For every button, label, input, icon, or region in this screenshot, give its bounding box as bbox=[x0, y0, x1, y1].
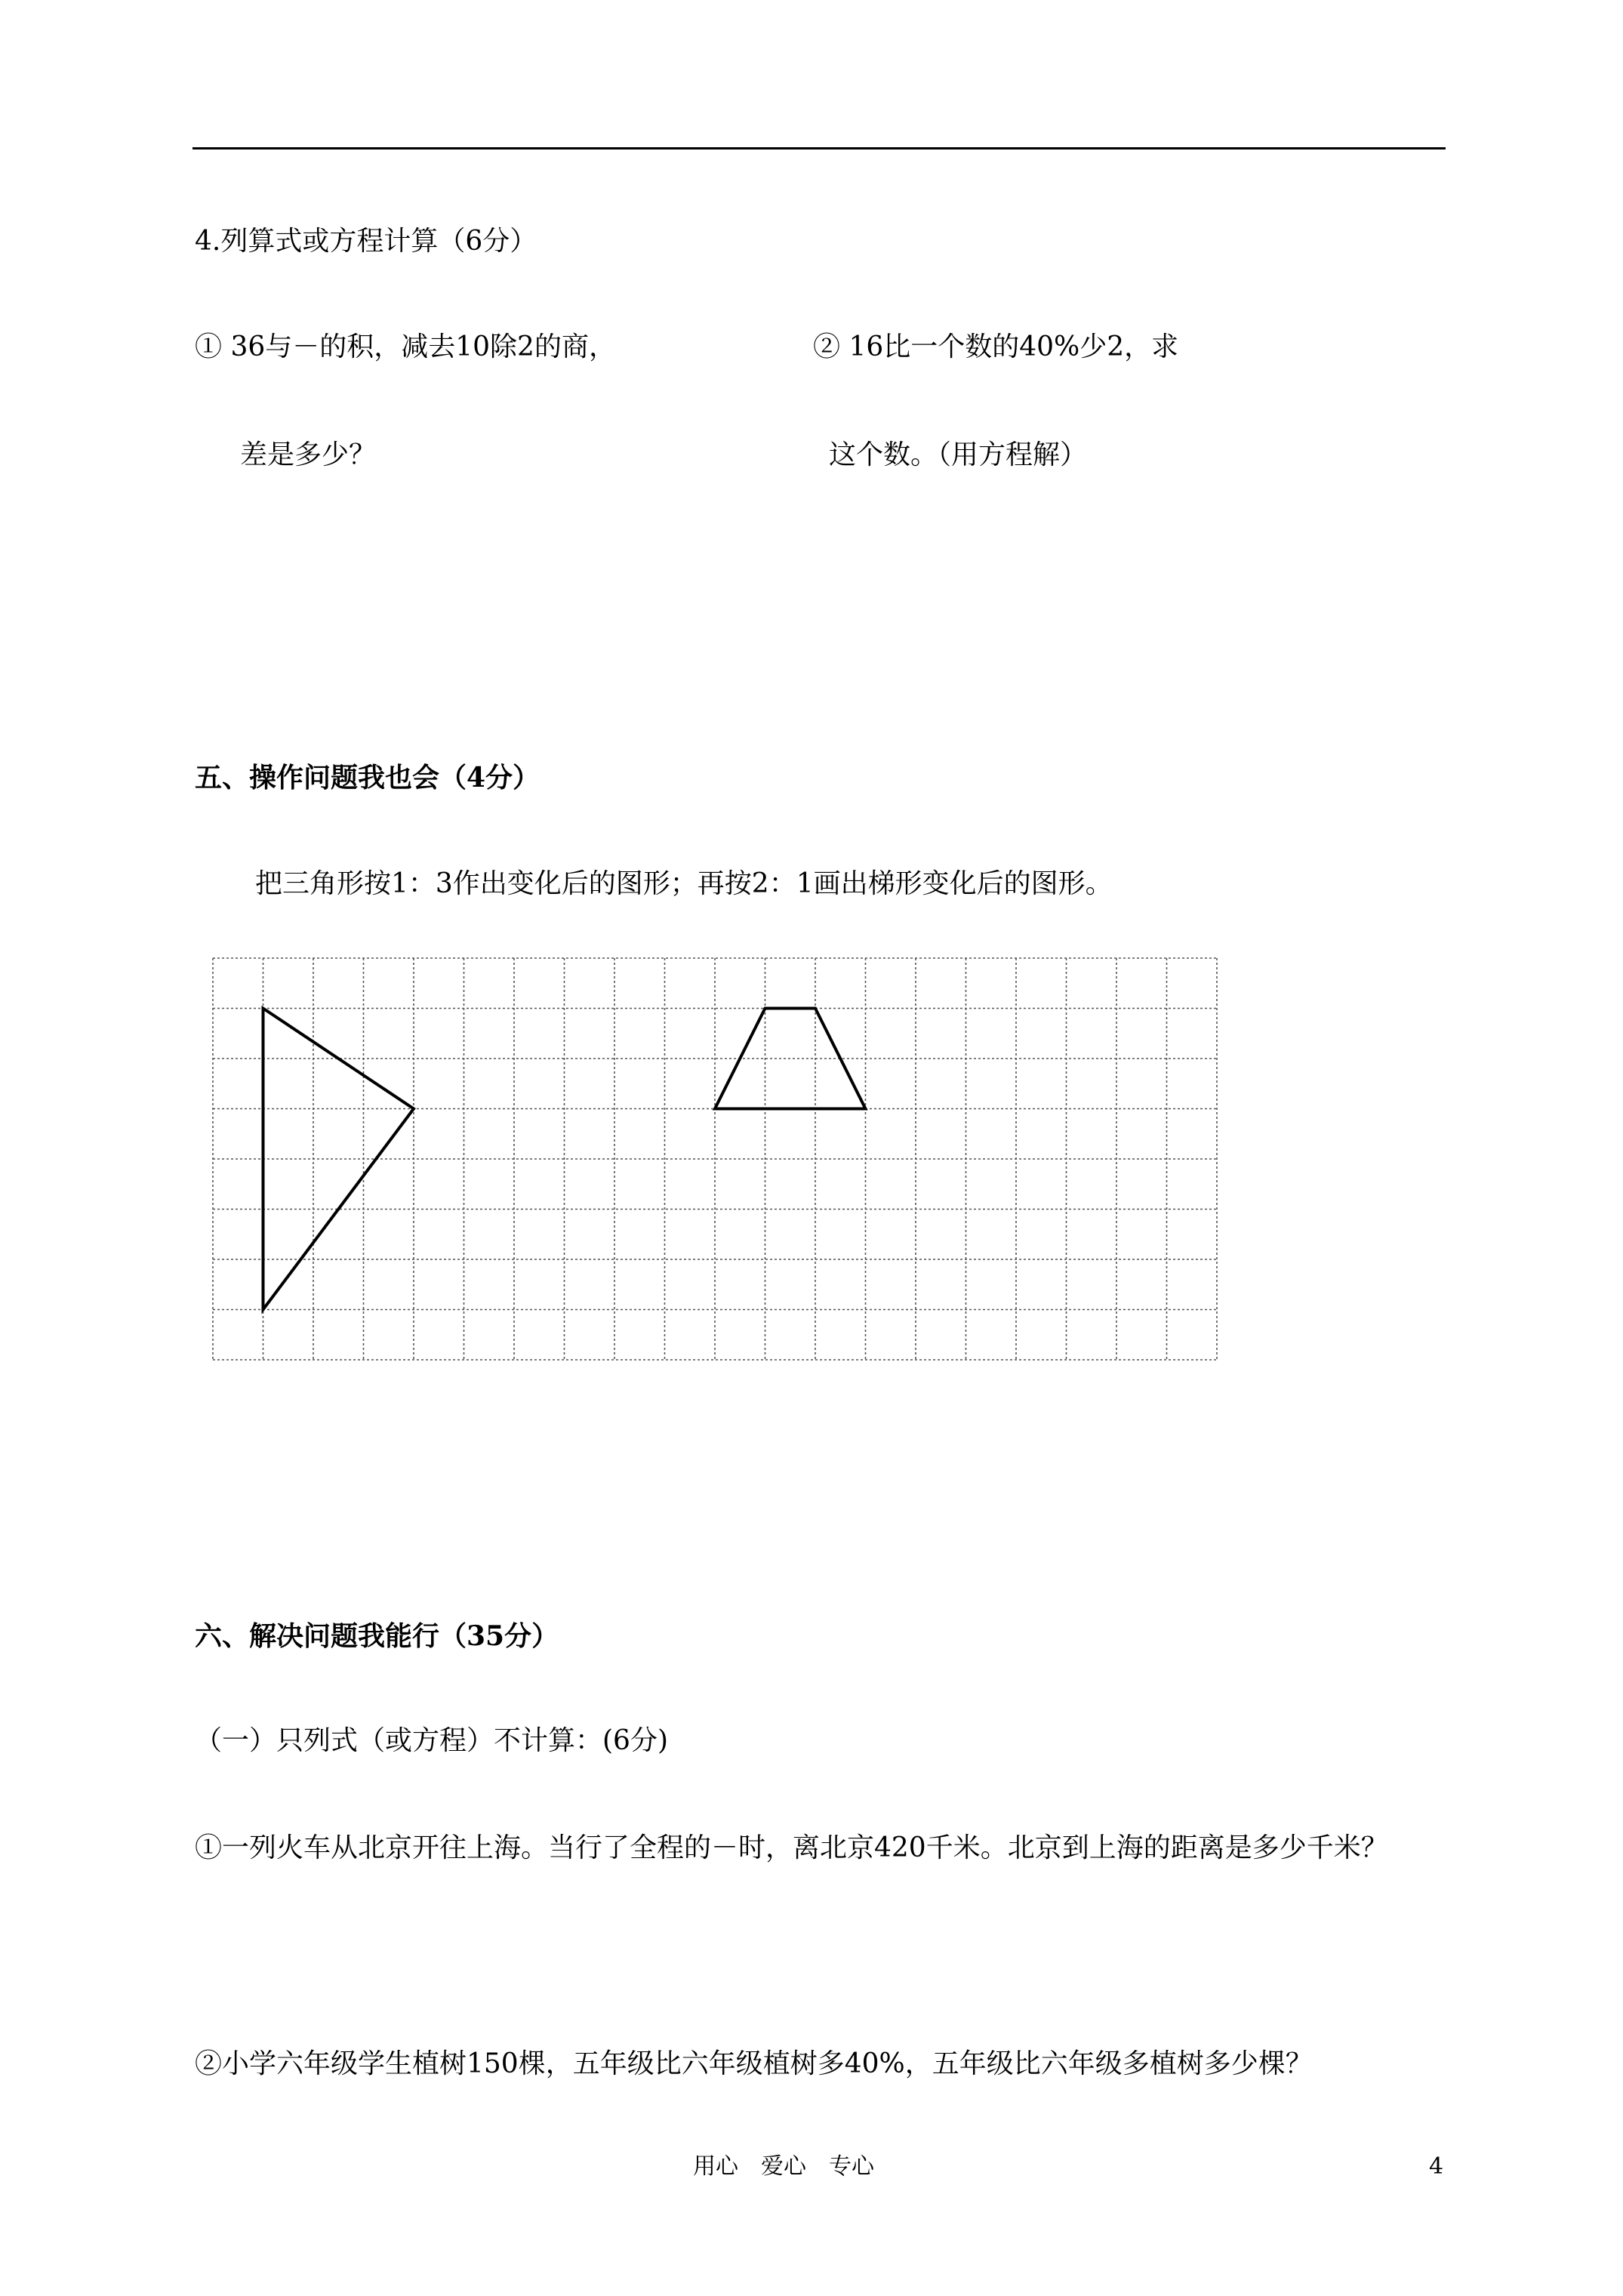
section5-heading: 五、操作问题我也会（4分） bbox=[195, 762, 540, 794]
section5-instruction: 把三角形按1：3作出变化后的图形；再按2：1画出梯形变化后的图形。 bbox=[255, 868, 1113, 899]
q4-item1-line1: ① 36与－的积，减去10除2的商， bbox=[195, 331, 616, 362]
q4-item1-line2: 差是多少？ bbox=[240, 439, 377, 470]
q4-item2-line2: 这个数。（用方程解） bbox=[829, 439, 1088, 470]
page-number: 4 bbox=[1429, 2153, 1444, 2180]
section6-heading: 六、解决问题我能行（35分） bbox=[195, 1620, 559, 1652]
section6-q2: ②小学六年级学生植树150棵，五年级比六年级植树多40%，五年级比六年级多植树多少棵？ bbox=[195, 2048, 1313, 2079]
grid-lines bbox=[213, 958, 1217, 1360]
q4-heading: 4.列算式或方程计算（6分） bbox=[195, 226, 537, 257]
section6-q1: ①一列火车从北京开往上海。当行了全程的－时，离北京420千米。北京到上海的距离是多少千米？ bbox=[195, 1832, 1388, 1863]
footer-slogan: 用心 爱心 专心 bbox=[693, 2153, 874, 2180]
header-rule bbox=[192, 147, 1446, 149]
q4-item2-line1: ② 16比一个数的40%少2，求 bbox=[813, 331, 1179, 362]
dotted-grid bbox=[211, 957, 1220, 1363]
section6-sub1: （一）只列式（或方程）不计算：(6分) bbox=[195, 1725, 668, 1756]
